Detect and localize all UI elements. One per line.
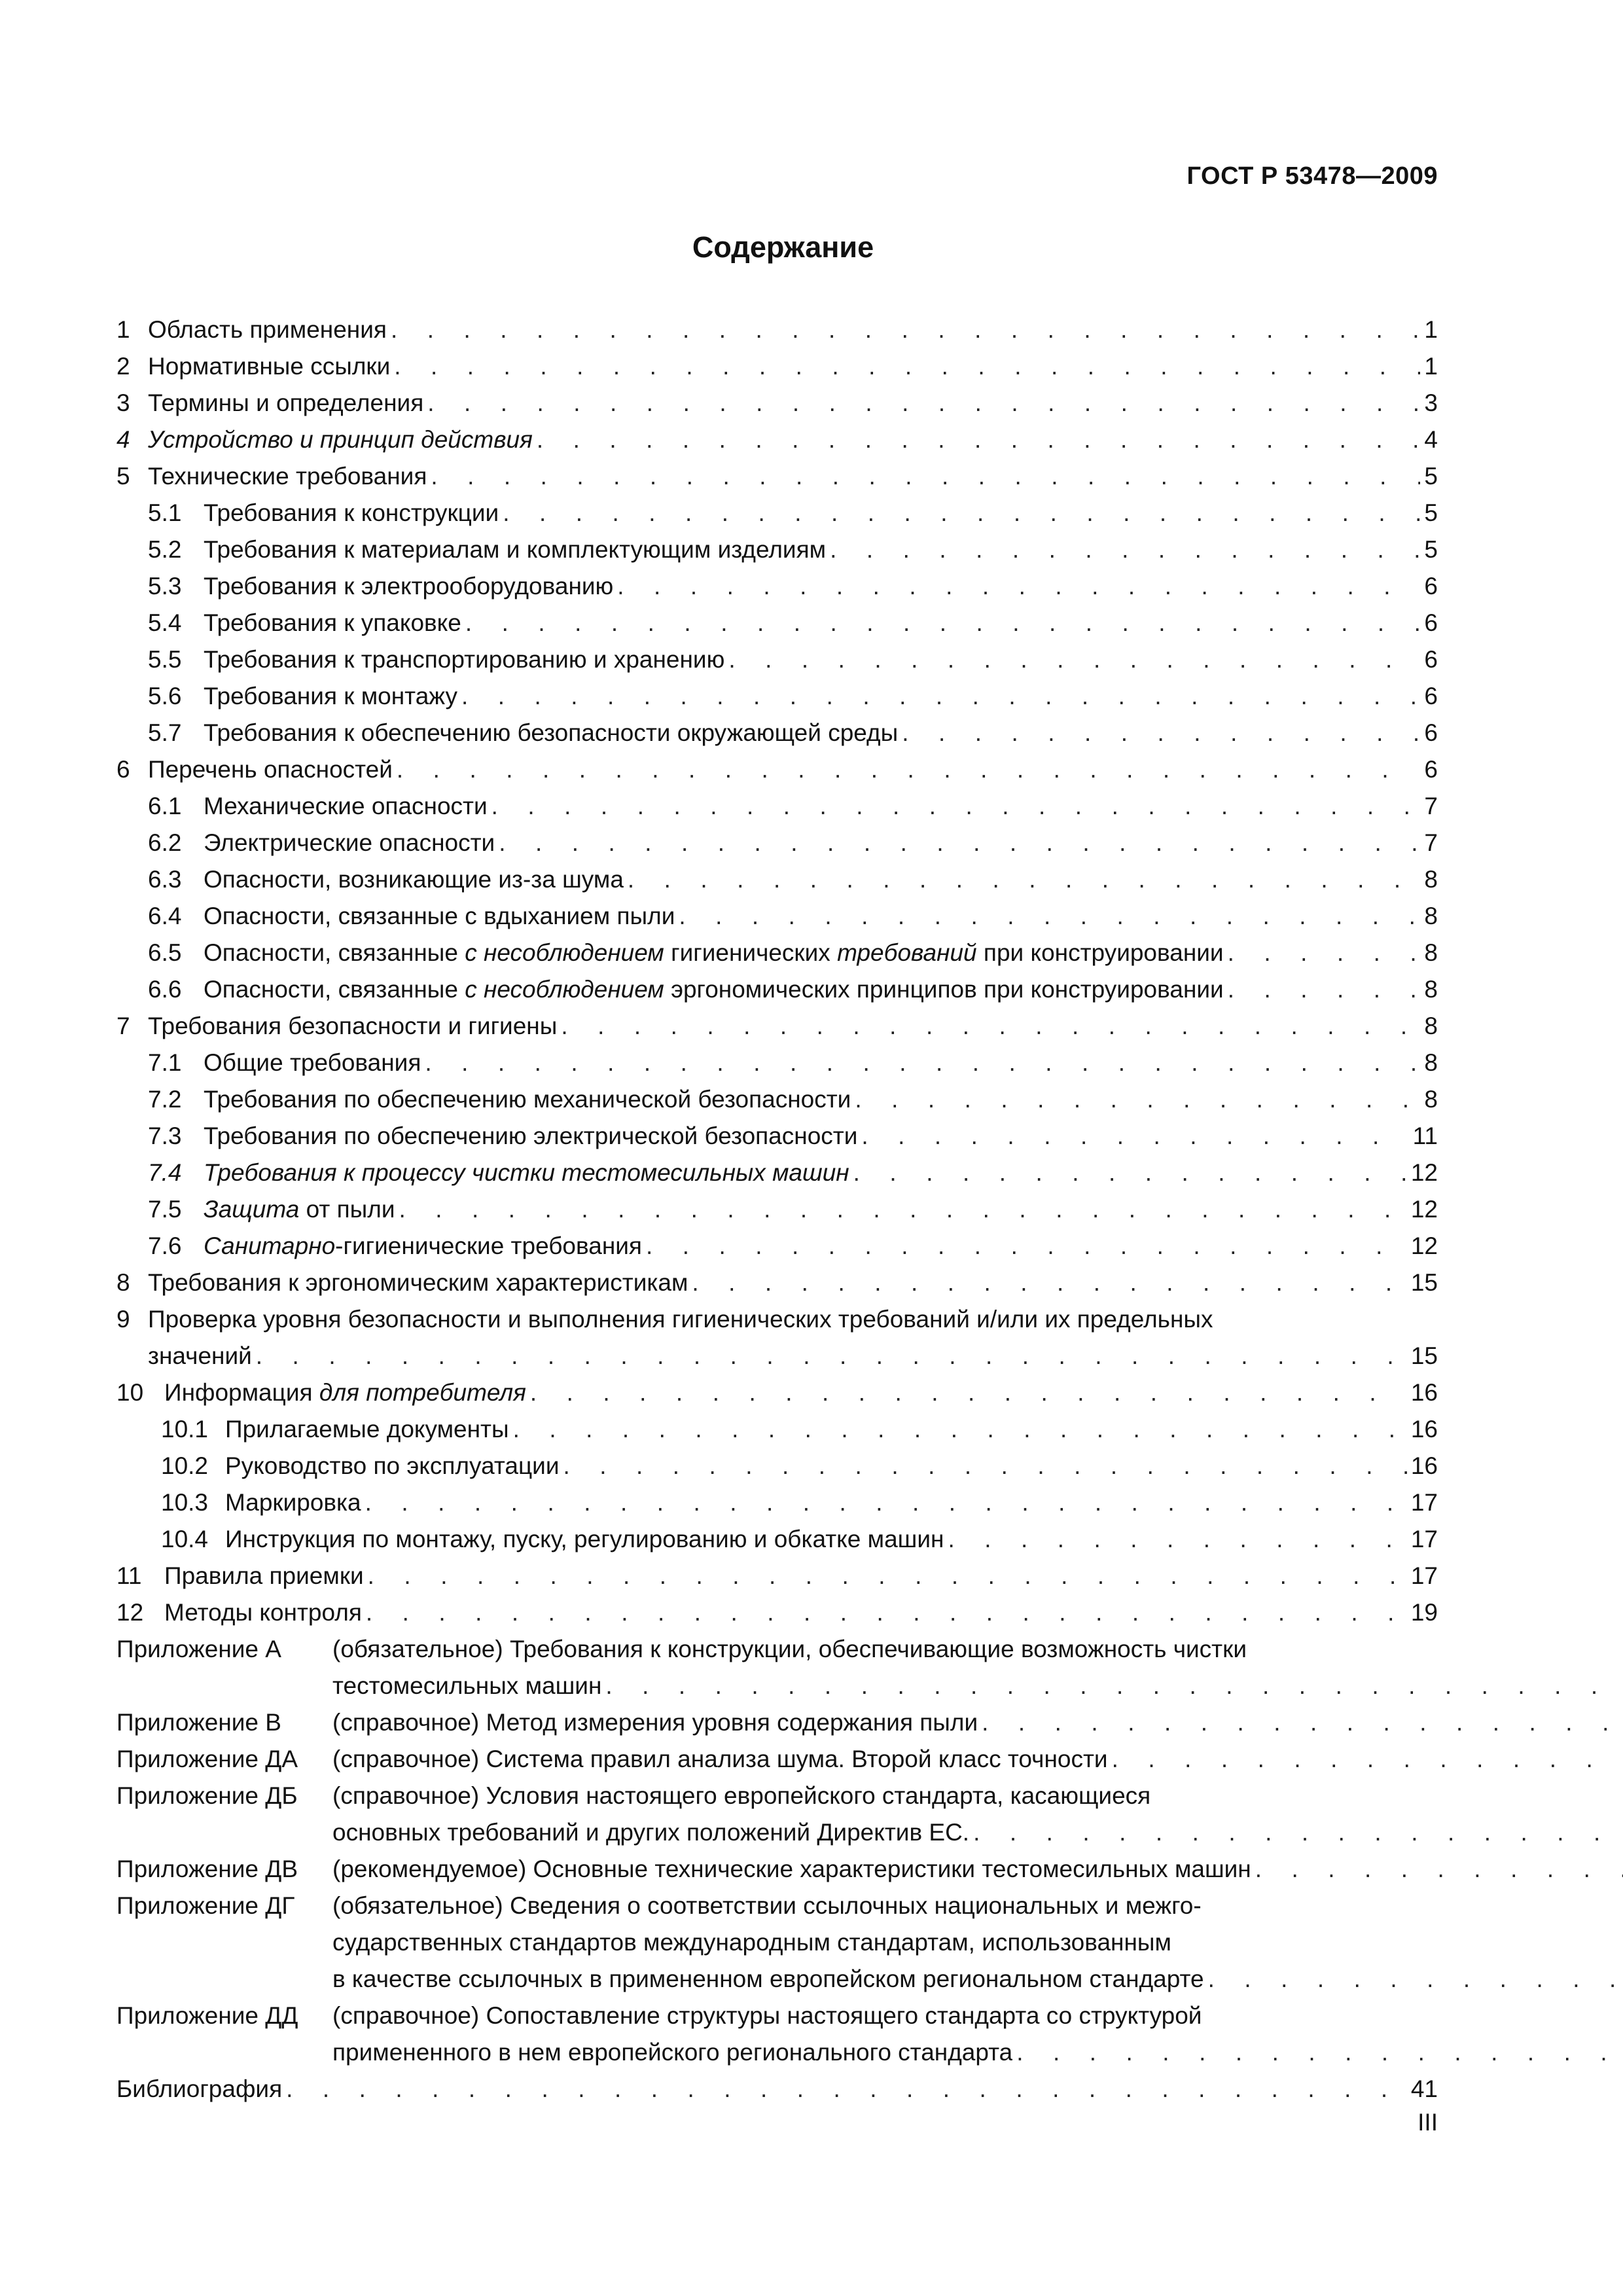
toc-title: Опасности, возникающие из-за шума <box>204 866 624 893</box>
appendix-a-continuation[interactable] <box>116 1668 1438 1704</box>
appendix-label: Приложение ДД <box>116 2002 298 2029</box>
appendix-db-continuation[interactable] <box>116 1814 1438 1851</box>
toc-title: Требования к конструкции <box>204 499 499 526</box>
appendix-b[interactable] <box>116 1704 1438 1741</box>
toc-page: 6 <box>1424 609 1438 636</box>
toc-title: значений <box>148 1342 252 1369</box>
appendix-title: (справочное) Система правил анализа шума. Второй класс точности <box>332 1746 1108 1772</box>
dot-leader <box>537 422 1421 458</box>
toc-number: 5.2 <box>148 536 182 563</box>
toc-entry[interactable] <box>116 861 1438 898</box>
toc-title: Опасности, связанные с несоблюдением гигиенических требований при конструировании <box>204 939 1224 966</box>
toc-page: 6 <box>1424 646 1438 673</box>
toc-entry[interactable] <box>116 1191 1438 1228</box>
toc-title: Общие требования <box>204 1049 421 1076</box>
appendix-label: Приложение ДА <box>116 1746 298 1772</box>
toc-number: 6.1 <box>148 793 182 819</box>
toc-number: 2 <box>116 353 130 380</box>
dot-leader <box>425 1045 1420 1081</box>
toc-page: 1 <box>1424 353 1438 380</box>
dot-leader <box>397 751 1421 788</box>
dot-leader <box>461 678 1420 715</box>
toc-page: 17 <box>1410 1489 1438 1516</box>
appendix-da[interactable] <box>116 1741 1438 1778</box>
toc-number: 5.3 <box>148 573 182 600</box>
dot-leader <box>1255 1851 1623 1888</box>
toc-entry[interactable] <box>116 458 1438 495</box>
toc-page: 16 <box>1410 1452 1438 1479</box>
toc-page: 19 <box>1410 1599 1438 1626</box>
toc-page: 4 <box>1424 426 1438 453</box>
toc-title: Нормативные ссылки <box>148 353 391 380</box>
toc-entry[interactable] <box>116 678 1438 715</box>
toc-entry-continuation[interactable] <box>116 1338 1438 1374</box>
toc-title: Устройство и принцип действия <box>148 426 533 453</box>
appendix-dg-continuation[interactable] <box>116 1961 1438 1998</box>
toc-title: Информация для потребителя <box>164 1379 526 1406</box>
toc-entry[interactable] <box>116 568 1438 605</box>
toc-number: 3 <box>116 389 130 416</box>
toc-entry[interactable] <box>116 715 1438 751</box>
dot-leader <box>1208 1961 1623 1998</box>
toc-title: Проверка уровня безопасности и выполнения гигиенических требований и/или их предельных <box>148 1306 1213 1333</box>
dot-leader <box>391 312 1420 348</box>
toc-title: Требования к обеспечению безопасности окружающей среды <box>204 719 899 746</box>
toc-entry[interactable] <box>116 1118 1438 1155</box>
document-id: ГОСТ Р 53478—2009 <box>1186 162 1438 190</box>
dot-leader <box>256 1338 1407 1374</box>
dot-leader <box>399 1191 1407 1228</box>
toc-page: 6 <box>1424 719 1438 746</box>
toc-title: Требования по обеспечению механической безопасности <box>204 1086 851 1113</box>
toc-entry[interactable] <box>116 605 1438 641</box>
dot-leader <box>530 1374 1407 1411</box>
toc-page: 11 <box>1412 1122 1438 1149</box>
toc-title: Методы контроля <box>164 1599 362 1626</box>
dot-leader <box>728 641 1420 678</box>
bibliography-entry[interactable] <box>116 2071 1438 2108</box>
dot-leader <box>368 1558 1407 1594</box>
page-title: Содержание <box>692 230 874 264</box>
dot-leader <box>561 1008 1420 1045</box>
toc-title: Инструкция по монтажу, пуску, регулированию и обкатке машин <box>225 1526 944 1552</box>
toc-page: 16 <box>1410 1416 1438 1443</box>
appendix-dg-continuation[interactable] <box>116 1924 1438 1961</box>
dot-leader <box>499 825 1420 861</box>
toc-number: 5.1 <box>148 499 182 526</box>
appendix-title: в качестве ссылочных в примененном европейском региональном стандарте <box>332 1965 1204 1992</box>
toc-title: Требования к электрооборудованию <box>204 573 614 600</box>
toc-title: Перечень опасностей <box>148 756 393 783</box>
dot-leader <box>853 1155 1407 1191</box>
page-folio: III <box>1418 2109 1438 2136</box>
toc-page: 8 <box>1424 976 1438 1003</box>
toc-page: 7 <box>1424 793 1438 819</box>
toc-page: 17 <box>1410 1562 1438 1589</box>
toc-title: Правила приемки <box>164 1562 364 1589</box>
toc-page: 15 <box>1410 1269 1438 1296</box>
toc-number: 6.4 <box>148 903 182 929</box>
toc-entry[interactable] <box>116 1081 1438 1118</box>
dot-leader <box>1228 935 1421 971</box>
toc-page: 8 <box>1424 1049 1438 1076</box>
appendix-title: сударственных стандартов международным стандартам, использованным <box>332 1929 1171 1956</box>
toc-entry[interactable] <box>116 751 1438 788</box>
toc-entry[interactable] <box>116 1228 1438 1265</box>
toc-page: 8 <box>1424 1086 1438 1113</box>
toc-number: 10.3 <box>161 1489 209 1516</box>
toc-title: Маркировка <box>225 1489 361 1516</box>
toc-title: Требования к транспортированию и хранению <box>204 646 725 673</box>
appendix-label: Приложение А <box>116 1636 281 1662</box>
appendix-title: (обязательное) Требования к конструкции, обеспечивающие возможность чистки <box>332 1636 1247 1662</box>
toc-entry[interactable] <box>116 495 1438 531</box>
toc-number: 5.4 <box>148 609 182 636</box>
toc-entry[interactable] <box>116 1265 1438 1301</box>
table-of-contents <box>116 312 1438 2108</box>
appendix-title: (обязательное) Сведения о соответствии ссылочных национальных и межго- <box>332 1892 1202 1919</box>
toc-entry[interactable] <box>116 1448 1438 1484</box>
dot-leader <box>563 1448 1406 1484</box>
toc-page: 8 <box>1424 903 1438 929</box>
toc-entry[interactable] <box>116 1521 1438 1558</box>
appendix-title: (справочное) Сопоставление структуры настоящего стандарта со структурой <box>332 2002 1202 2029</box>
toc-page: 5 <box>1424 499 1438 526</box>
appendix-dg[interactable] <box>116 1888 1438 1924</box>
toc-entry[interactable] <box>116 898 1438 935</box>
toc-page: 6 <box>1424 756 1438 783</box>
toc-entry[interactable] <box>116 1008 1438 1045</box>
toc-entry[interactable] <box>116 1155 1438 1191</box>
toc-number: 1 <box>116 316 130 343</box>
toc-entry[interactable] <box>116 531 1438 568</box>
dot-leader <box>513 1411 1407 1448</box>
toc-title: Санитарно-гигиенические требования <box>204 1232 642 1259</box>
toc-page: 8 <box>1424 1013 1438 1039</box>
dot-leader <box>1228 971 1421 1008</box>
toc-entry[interactable] <box>116 422 1438 458</box>
toc-number: 10.4 <box>161 1526 209 1552</box>
toc-page: 12 <box>1410 1232 1438 1259</box>
dot-leader <box>365 1484 1407 1521</box>
toc-number: 6.5 <box>148 939 182 966</box>
toc-title: Прилагаемые документы <box>225 1416 509 1443</box>
toc-entry[interactable] <box>116 1484 1438 1521</box>
appendix-title: примененного в нем европейского регионального стандарта <box>332 2039 1013 2066</box>
toc-page: 8 <box>1424 866 1438 893</box>
appendix-title: (справочное) Метод измерения уровня содержания пыли <box>332 1709 978 1736</box>
toc-page: 7 <box>1424 829 1438 856</box>
toc-page: 16 <box>1410 1379 1438 1406</box>
toc-page: 3 <box>1424 389 1438 416</box>
toc-title: Библиография <box>116 2075 283 2102</box>
toc-title: Требования к монтажу <box>204 683 457 709</box>
dot-leader <box>465 605 1421 641</box>
toc-number: 6.3 <box>148 866 182 893</box>
toc-number: 11 <box>116 1562 142 1589</box>
toc-title: Защита от пыли <box>204 1196 395 1223</box>
toc-entry[interactable] <box>116 971 1438 1008</box>
appendix-title: (справочное) Условия настоящего европейского стандарта, касающиеся <box>332 1782 1151 1809</box>
dot-leader <box>394 348 1420 385</box>
toc-number: 7 <box>116 1013 130 1039</box>
toc-page: 12 <box>1410 1196 1438 1223</box>
appendix-label: Приложение ДВ <box>116 1856 298 1882</box>
toc-page: 15 <box>1410 1342 1438 1369</box>
toc-page: 8 <box>1424 939 1438 966</box>
appendix-dv[interactable] <box>116 1851 1438 1888</box>
dot-leader <box>491 788 1421 825</box>
toc-number: 6.6 <box>148 976 182 1003</box>
toc-title: Опасности, связанные с вдыханием пыли <box>204 903 675 929</box>
toc-number: 10.1 <box>161 1416 209 1443</box>
toc-title: Механические опасности <box>204 793 488 819</box>
toc-number: 7.2 <box>148 1086 182 1113</box>
toc-page: 5 <box>1424 463 1438 490</box>
toc-number: 4 <box>116 426 130 453</box>
toc-entry[interactable] <box>116 641 1438 678</box>
dot-leader <box>503 495 1420 531</box>
appendix-db[interactable] <box>116 1778 1438 1814</box>
toc-entry[interactable] <box>116 1594 1438 1631</box>
dot-leader <box>1112 1741 1623 1778</box>
toc-page: 41 <box>1410 2075 1438 2102</box>
toc-number: 9 <box>116 1306 130 1333</box>
dot-leader <box>855 1081 1420 1118</box>
toc-entry[interactable] <box>116 825 1438 861</box>
appendix-a[interactable] <box>116 1631 1438 1668</box>
appendix-dd-continuation[interactable] <box>116 2034 1438 2071</box>
toc-title: Технические требования <box>148 463 427 490</box>
toc-number: 5.6 <box>148 683 182 709</box>
appendix-title: основных требований и других положений Директив ЕС. <box>332 1819 970 1846</box>
toc-entry[interactable] <box>116 935 1438 971</box>
dot-leader <box>431 458 1420 495</box>
toc-title: Требования к материалам и комплектующим изделиям <box>204 536 827 563</box>
toc-entry[interactable] <box>116 1301 1438 1338</box>
toc-number: 7.6 <box>148 1232 182 1259</box>
appendix-label: Приложение ДГ <box>116 1892 295 1919</box>
dot-leader <box>366 1594 1407 1631</box>
dot-leader <box>861 1118 1408 1155</box>
toc-number: 8 <box>116 1269 130 1296</box>
toc-entry[interactable] <box>116 1558 1438 1594</box>
toc-title: Требования по обеспечению электрической безопасности <box>204 1122 858 1149</box>
toc-number: 7.1 <box>148 1049 182 1076</box>
toc-number: 5.7 <box>148 719 182 746</box>
toc-title: Требования безопасности и гигиены <box>148 1013 558 1039</box>
toc-number: 6.2 <box>148 829 182 856</box>
toc-title: Требования к эргономическим характеристикам <box>148 1269 688 1296</box>
appendix-label: Приложение ДБ <box>116 1782 298 1809</box>
toc-number: 6 <box>116 756 130 783</box>
appendix-label: Приложение В <box>116 1709 281 1736</box>
toc-entry[interactable] <box>116 1374 1438 1411</box>
toc-entry[interactable] <box>116 1411 1438 1448</box>
toc-page: 5 <box>1424 536 1438 563</box>
toc-number: 10 <box>116 1379 144 1406</box>
dot-leader <box>948 1521 1406 1558</box>
dot-leader <box>628 861 1421 898</box>
toc-number: 5.5 <box>148 646 182 673</box>
toc-title: Руководство по эксплуатации <box>225 1452 560 1479</box>
toc-number: 7.4 <box>148 1159 182 1186</box>
toc-title: Область применения <box>148 316 387 343</box>
dot-leader <box>679 898 1420 935</box>
dot-leader <box>605 1668 1623 1704</box>
toc-entry[interactable] <box>116 1045 1438 1081</box>
toc-title: Электрические опасности <box>204 829 495 856</box>
toc-number: 7.3 <box>148 1122 182 1149</box>
toc-entry[interactable] <box>116 788 1438 825</box>
dot-leader <box>692 1265 1406 1301</box>
toc-page: 6 <box>1424 683 1438 709</box>
dot-leader <box>646 1228 1407 1265</box>
toc-title: Требования к упаковке <box>204 609 461 636</box>
dot-leader <box>830 531 1420 568</box>
dot-leader <box>286 2071 1407 2108</box>
toc-title: Требования к процессу чистки тестомесильных машин <box>204 1159 849 1186</box>
toc-page: 1 <box>1424 316 1438 343</box>
toc-page: 17 <box>1410 1526 1438 1552</box>
dot-leader <box>902 715 1420 751</box>
appendix-title: (рекомендуемое) Основные технические характеристики тестомесильных машин <box>332 1856 1251 1882</box>
toc-title: Термины и определения <box>148 389 424 416</box>
dot-leader <box>973 1814 1623 1851</box>
toc-number: 7.5 <box>148 1196 182 1223</box>
dot-leader <box>617 568 1420 605</box>
dot-leader <box>427 385 1420 422</box>
dot-leader <box>982 1704 1623 1741</box>
toc-entry[interactable] <box>116 312 1438 348</box>
appendix-title: тестомесильных машин <box>332 1672 602 1699</box>
toc-entry[interactable] <box>116 348 1438 385</box>
toc-number: 12 <box>116 1599 144 1626</box>
toc-number: 10.2 <box>161 1452 209 1479</box>
dot-leader <box>1016 2034 1623 2071</box>
toc-number: 5 <box>116 463 130 490</box>
appendix-dd[interactable] <box>116 1998 1438 2034</box>
toc-page: 12 <box>1410 1159 1438 1186</box>
toc-page: 6 <box>1424 573 1438 600</box>
toc-title: Опасности, связанные с несоблюдением эргономических принципов при конструировании <box>204 976 1224 1003</box>
toc-entry[interactable] <box>116 385 1438 422</box>
